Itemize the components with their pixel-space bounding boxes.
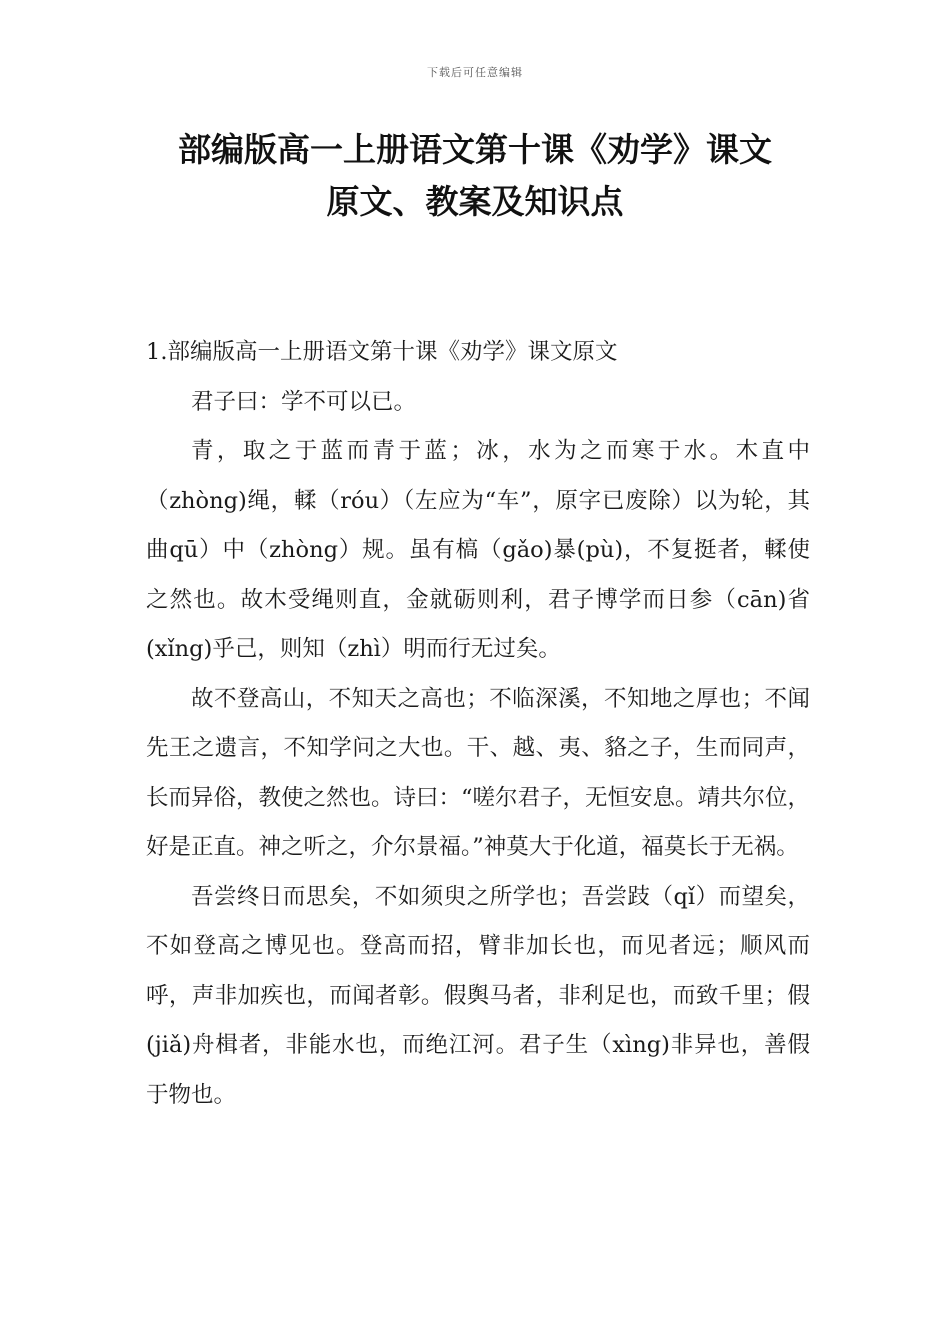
- paragraph: 故不登高山，不知天之高也；不临深溪，不知地之厚也；不闻先王之遗言，不知学问之大也。干、越、夷、貉之子，生而同声，长而异俗，教使之然也。诗曰：“嗟尔君子，无恒安息。靖共尔位，好是正直。神之听之，介尔景福。”神莫大于化道，福莫长于无祸。: [146, 685, 811, 860]
- paragraph: 君子曰：学不可以已。: [191, 388, 417, 415]
- page-header-note: 下载后可任意编辑: [427, 66, 523, 79]
- document-title: [120, 124, 830, 228]
- paragraph: 青，取之于蓝而青于蓝；冰，水为之而寒于水。木直中（zhòng)绳，輮（róu）（左应为“车”，原字已废除）以为轮，其曲qū）中（zhòng）规。虽有槁（gǎo)暴(pù)，不复挺者，輮使之然也。故木受绳则直，金就砺则利，君子博学而日参（cān)省(xǐng)乎己，则知（zhì）明而行无过矣。: [146, 438, 810, 662]
- section-heading: 1.部编版高一上册语文第十课《劝学》课文原文: [146, 339, 618, 365]
- document-title-line-1: 部编版高一上册语文第十课《劝学》课文: [178, 130, 772, 169]
- document-title-line-2: 原文、教案及知识点: [326, 182, 624, 221]
- paragraph: 吾尝终日而思矣，不如须臾之所学也；吾尝跂（qǐ）而望矣，不如登高之博见也。登高而招，臂非加长也，而见者远；顺风而呼，声非加疾也，而闻者彰。假舆马者，非利足也，而致千里；假(jiǎ)舟楫者，非能水也，而绝江河。君子生（xìng)非异也，善假于物也。: [146, 883, 810, 1108]
- document-body: [146, 328, 810, 1120]
